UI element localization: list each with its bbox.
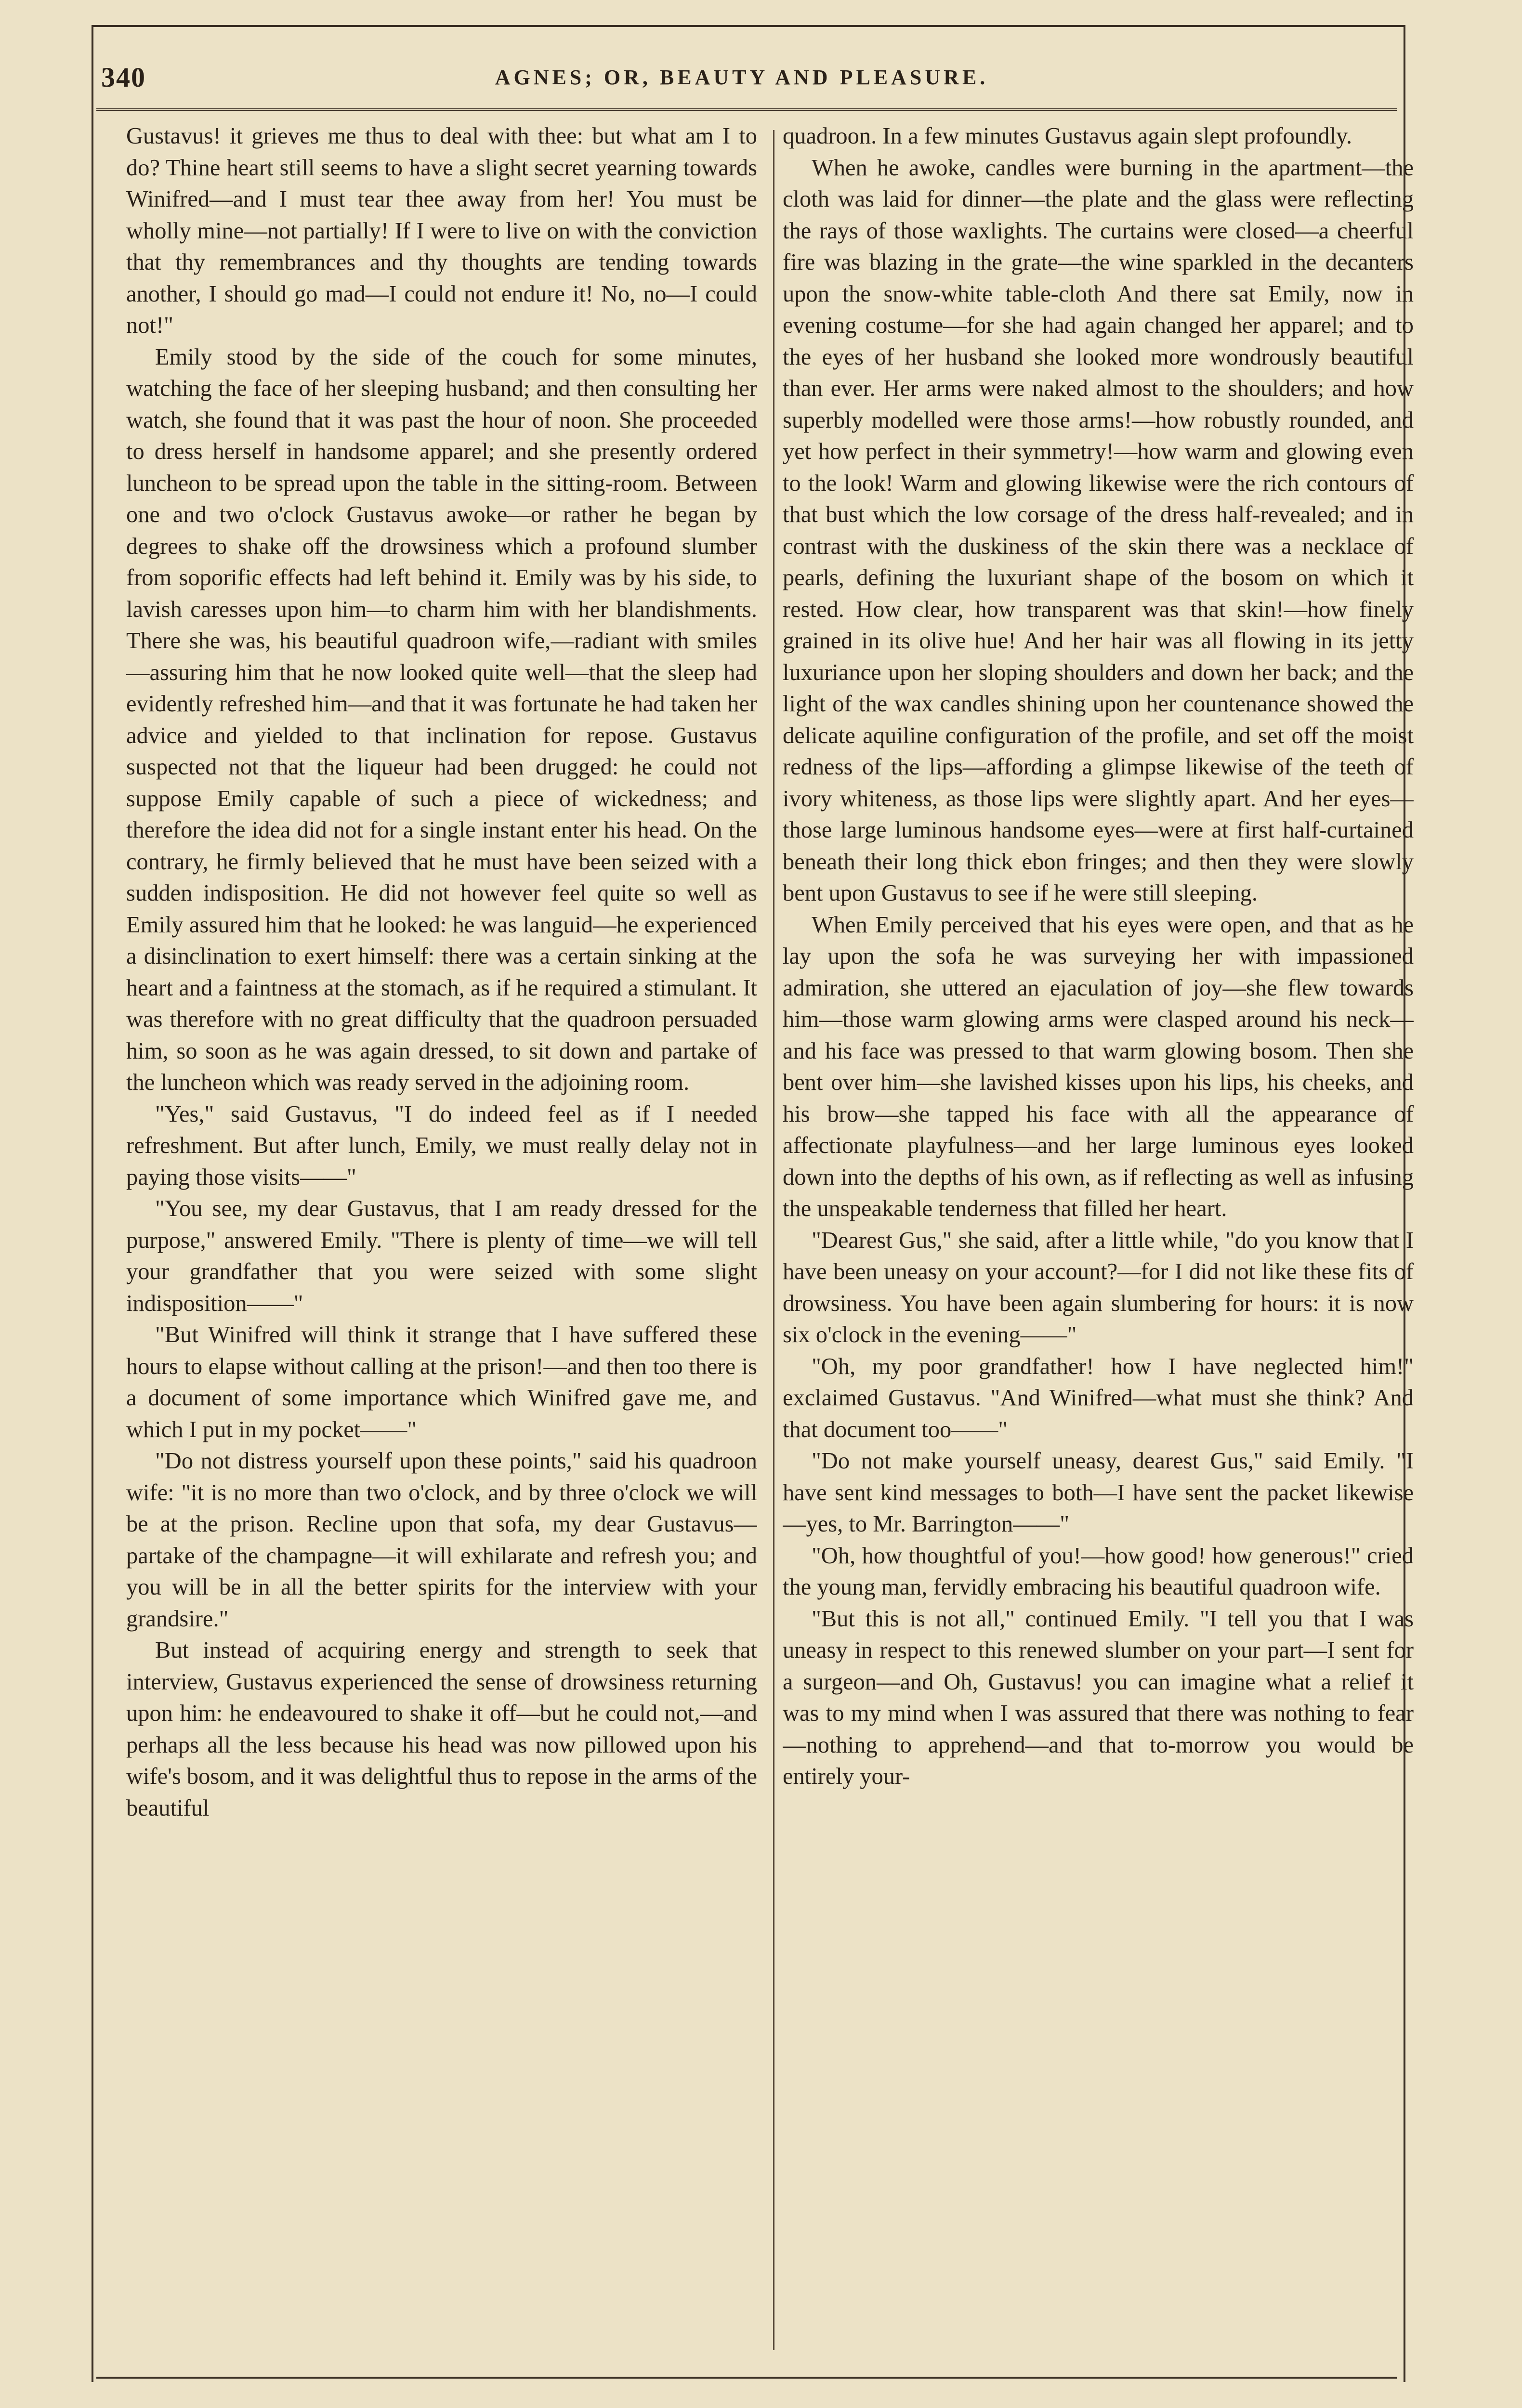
paragraph: Gustavus! it grieves me thus to deal with thee: but what am I to do? Thine heart still seems to have a slight secret yearning towards Winifred—and I must tear thee away from her! You must be wholly mine—not partially! If I were to live on with the conviction that thy remembrances and thy thoughts are tending towards another, I should go mad—I could not endure it! No, no—I could not!" <box>126 123 757 338</box>
paragraph: "Dearest Gus," she said, after a little while, "do you know that I have been uneasy on your account?—for I did not like these fits of drowsiness. You have been again slumbering for hours: it is now six o'clock in the evening——" <box>783 1227 1414 1348</box>
paragraph: "You see, my dear Gustavus, that I am ready dressed for the purpose," answered Emily. "There is plenty of time—we will tell your grandfather that you were seized with some slight indisposition——" <box>126 1196 757 1316</box>
paragraph: When he awoke, candles were burning in the apartment—the cloth was laid for dinner—the plate and the glass were reflecting the rays of those waxlights. The curtains were closed—a cheerful fire was blazing in the grate—the wine sparkled in the decanters upon the snow-white table-cloth And there sat Emily, now in evening costume—for she had again changed her apparel; and to the eyes of her husband she looked more wondrously beautiful than ever. Her arms were naked almost to the shoulders; and how superbly modelled were those arms!—how robustly rounded, and yet how perfect in their symmetry!—how warm and glowing even to the look! Warm and glowing likewise were the rich contours of that bust which the low corsage of the dress half-revealed; and in contrast with the duskiness of the skin there was a necklace of pearls, defining the luxuriant shape of the bosom on which it rested. How clear, how transparent was that skin!—how finely grained in its olive hue! And her hair was all flowing in its jetty luxuriance upon her sloping shoulders and down her back; and the light of the wax candles shining upon her countenance showed the delicate aquiline configuration of the profile, and set off the moist redness of the lips—affording a glimpse likewise of the teeth of ivory whiteness, as those lips were slightly apart. And her eyes—those large luminous handsome eyes—were at first half-curtained beneath their long thick ebon fringes; and then they were slowly bent upon Gustavus to see if he were still sleeping. <box>783 155 1414 906</box>
paragraph: "But Winifred will think it strange that I have suffered these hours to elapse without calling at the prison!—and then too there is a document of some importance which Winifred gave me, and which I put in my pocket——" <box>126 1322 757 1442</box>
paragraph: "But this is not all," continued Emily. "I tell you that I was uneasy in respect to this renewed slumber on your part—I sent for a surgeon—and Oh, Gustavus! you can imagine what a relief it was to my mind when I was assured that there was nothing to fear—nothing to apprehend—and that to-morrow you would be entirely your- <box>783 1606 1414 1789</box>
page-header <box>101 58 1382 96</box>
paragraph: quadroon. In a few minutes Gustavus again slept profoundly. <box>783 123 1352 149</box>
paragraph: "Do not distress yourself upon these points," said his quadroon wife: "it is no more than two o'clock, and by three o'clock we will be at the prison. Recline upon that sofa, my dear Gustavus—partake of the champagne—it will exhilarate and refresh you; and you will be in all the better spirits for the interview with your grandsire." <box>126 1448 757 1632</box>
column-divider <box>773 130 774 2350</box>
right-column <box>783 120 1414 2316</box>
left-column <box>126 120 757 2316</box>
paragraph: But instead of acquiring energy and strength to seek that interview, Gustavus experienced the sense of drowsiness returning upon him: he endeavoured to shake it off—but he could not,—and perhaps all the less because his head was now pillowed upon his wife's bosom, and it was delightful thus to repose in the arms of the beautiful <box>126 1637 757 1821</box>
paragraph: "Yes," said Gustavus, "I do indeed feel as if I needed refreshment. But after lunch, Emily, we must really delay not in paying those visits——" <box>126 1101 757 1190</box>
paragraph: "Oh, how thoughtful of you!—how good! how generous!" cried the young man, fervidly embracing his beautiful quadroon wife. <box>783 1543 1414 1600</box>
page-number: 340 <box>101 61 146 93</box>
paragraph: "Oh, my poor grandfather! how I have neglected him!" exclaimed Gustavus. "And Winifred—what must she think? And that document too——" <box>783 1353 1414 1442</box>
paragraph: Emily stood by the side of the couch for some minutes, watching the face of her sleeping husband; and then consulting her watch, she found that it was past the hour of noon. She proceeded to dress herself in handsome apparel; and she presently ordered luncheon to be spread upon the table in the sitting-room. Between one and two o'clock Gustavus awoke—or rather he began by degrees to shake off the drowsiness which a profound slumber from soporific effects had left behind it. Emily was by his side, to lavish caresses upon him—to charm him with her blandishments. There she was, his beautiful quadroon wife,—radiant with smiles—assuring him that he now looked quite well—that the sleep had evidently refreshed him—and that it was fortunate he had taken her advice and yielded to that inclination for repose. Gustavus suspected not that the liqueur had been drugged: he could not suppose Emily capable of such a piece of wickedness; and therefore the idea did not for a single instant enter his head. On the contrary, he firmly believed that he must have been seized with a sudden indisposition. He did not however feel quite so well as Emily assured him that he looked: he was languid—he experienced a disinclination to exert himself: there was a certain sinking at the heart and a faintness at the stomach, as if he required a stimulant. It was therefore with no great difficulty that the quadroon persuaded him, so soon as he was again dressed, to sit down and partake of the luncheon which was ready served in the adjoining room. <box>126 344 757 1095</box>
paragraph: When Emily perceived that his eyes were open, and that as he lay upon the sofa he was surveying her with impassioned admiration, she uttered an ejaculation of joy—she flew towards him—those warm glowing arms were clasped around his neck—and his face was pressed to that warm glowing bosom. Then she bent over him—she lavished kisses upon his lips, his cheeks, and his brow—she tapped his face with all the appearance of affectionate playfulness—and her large luminous eyes looked down into the depths of his own, as if reflecting as well as infusing the unspeakable tenderness that filled her heart. <box>783 912 1414 1221</box>
footer-rule <box>96 2377 1397 2379</box>
header-rule <box>96 108 1397 111</box>
paragraph: "Do not make yourself uneasy, dearest Gus," said Emily. "I have sent kind messages to both—I have sent the packet likewise—yes, to Mr. Barrington——" <box>783 1448 1414 1537</box>
running-title: AGNES; OR, BEAUTY AND PLEASURE. <box>495 65 989 89</box>
